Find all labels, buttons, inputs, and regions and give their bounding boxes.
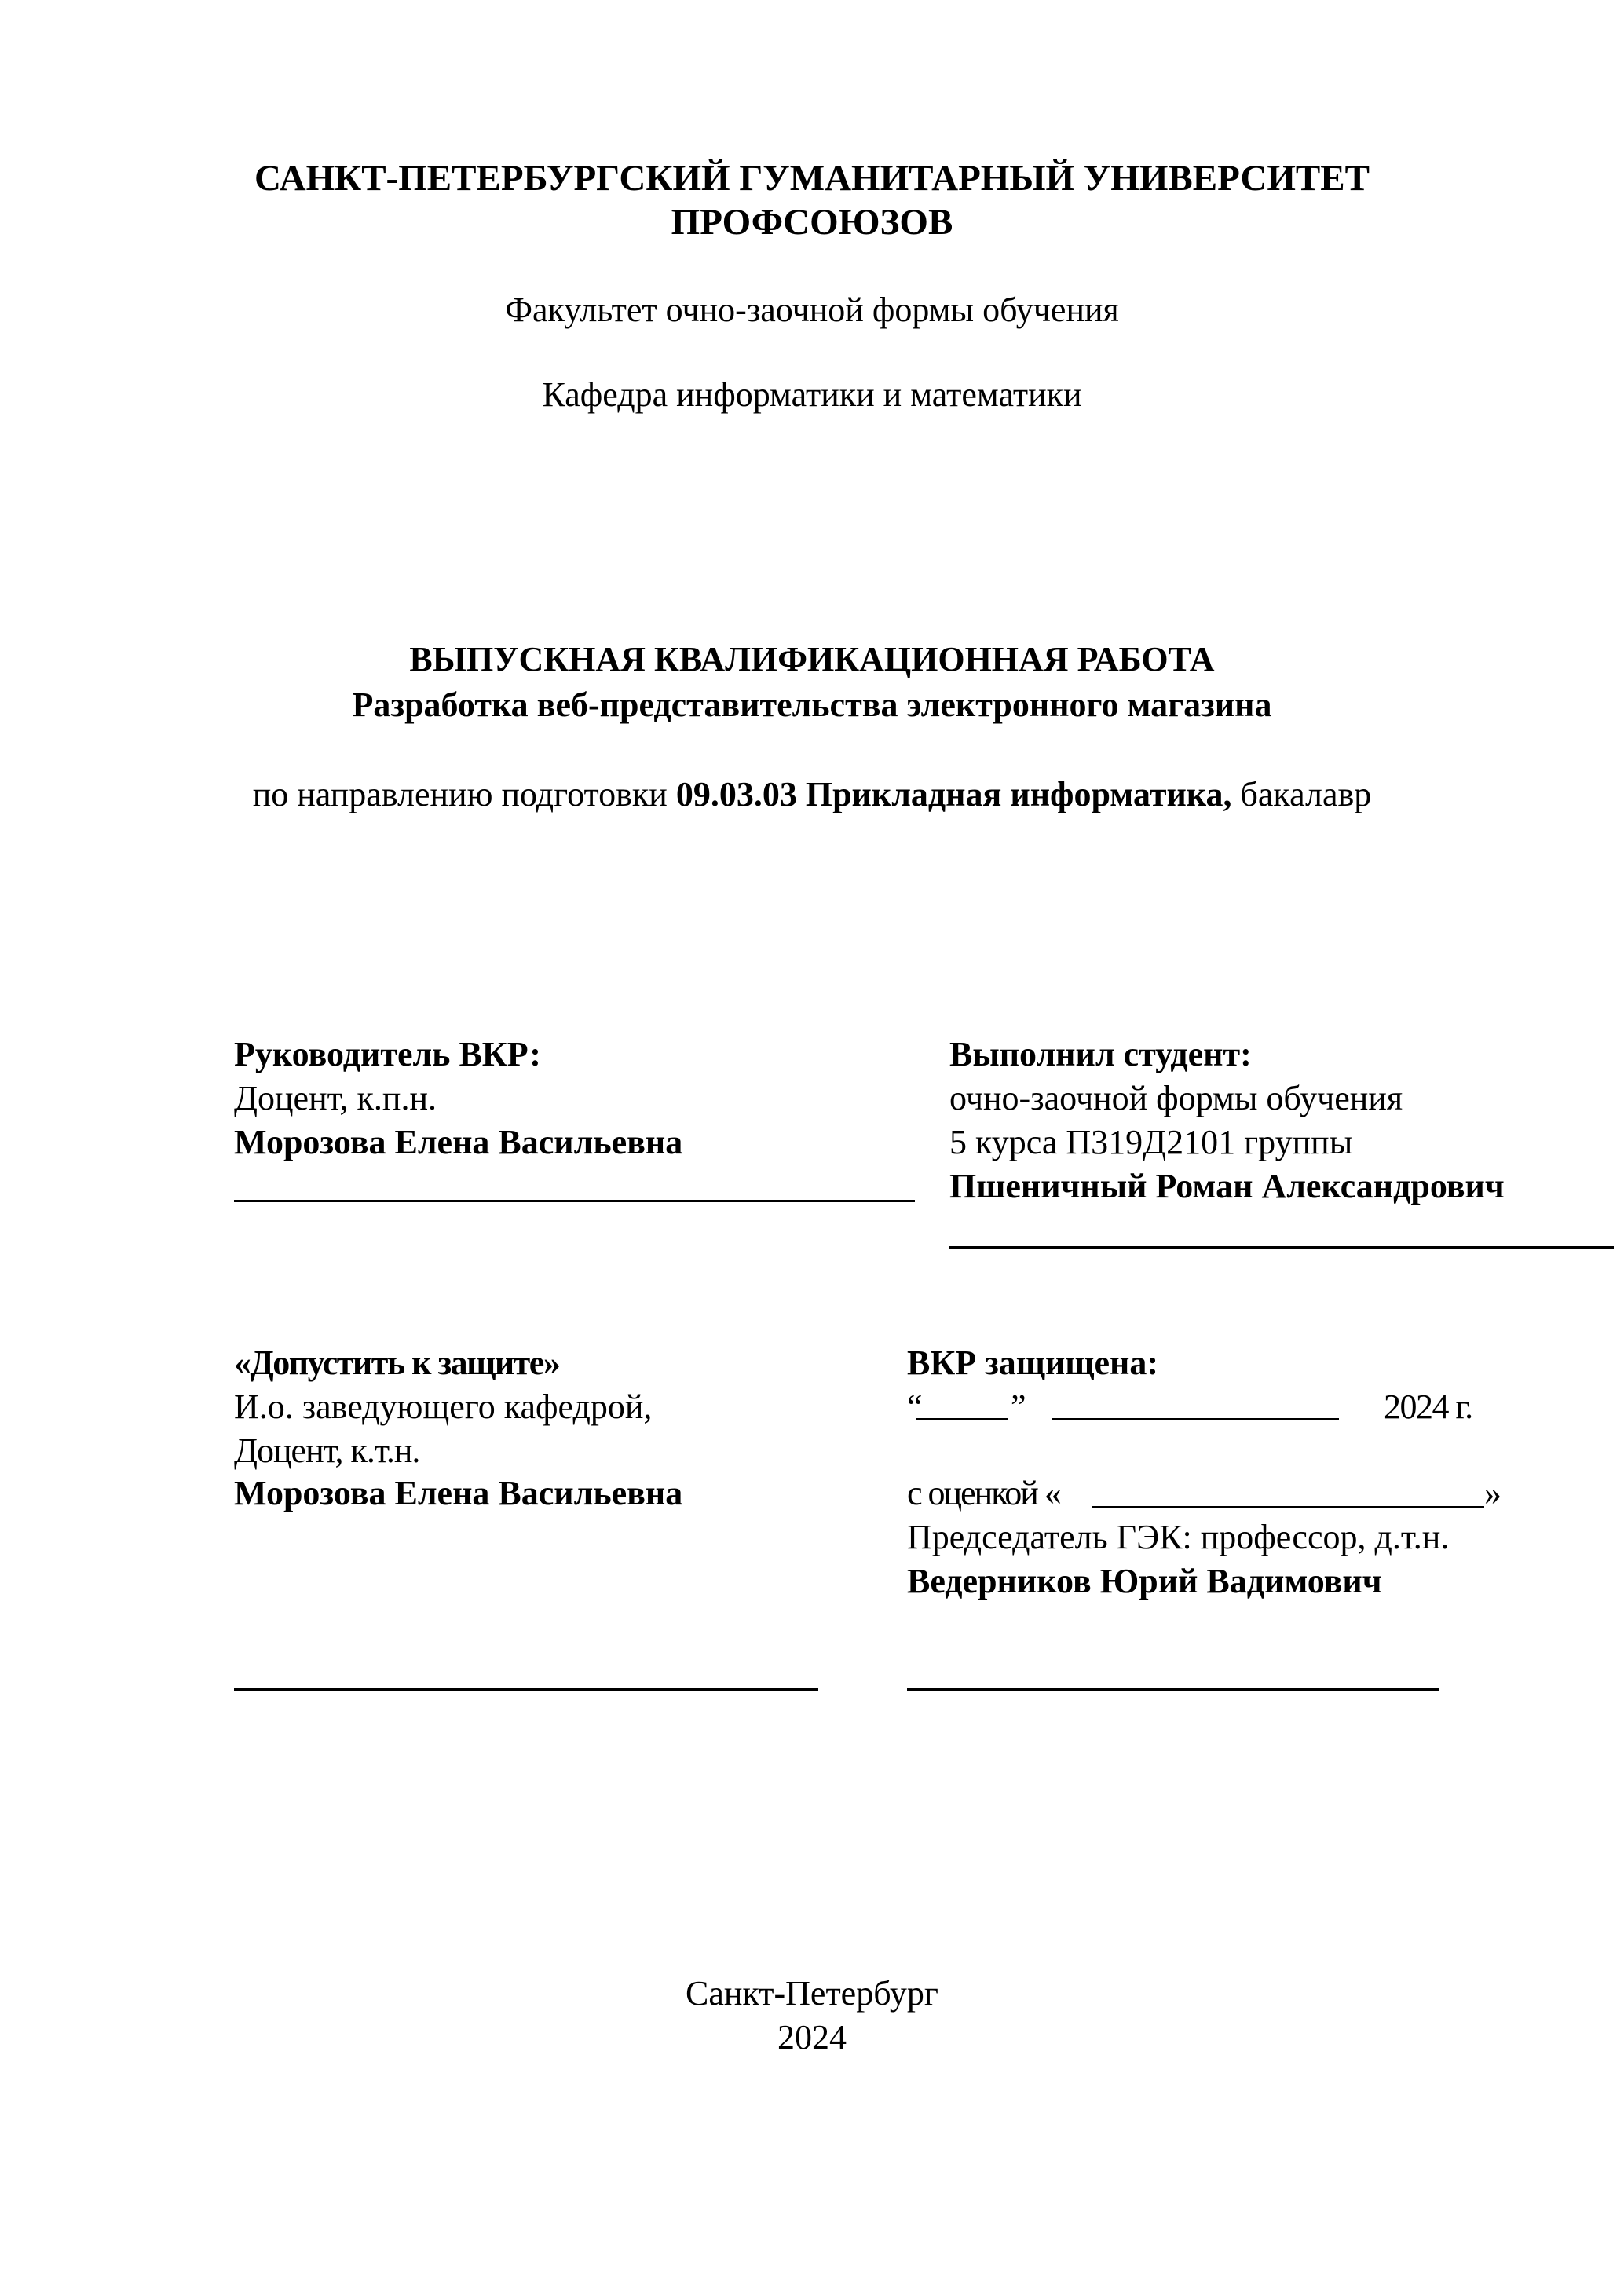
footer-year: 2024 [777, 2018, 847, 2057]
defense-month-line [1052, 1418, 1339, 1420]
defense-grade-suffix: » [1484, 1474, 1501, 1512]
admission-name: Морозова Елена Васильевна [234, 1474, 683, 1512]
university-name-line1: САНКТ-ПЕТЕРБУРГСКИЙ ГУМАНИТАРНЫЙ УНИВЕРСИТЕТ [254, 158, 1370, 199]
student-name: Пшеничный Роман Александрович [949, 1167, 1505, 1205]
direction [0, 773, 1624, 817]
defense-grade-line [1092, 1506, 1484, 1508]
direction-suffix: бакалавр [1231, 775, 1372, 813]
supervisor-title: Доцент, к.п.н. [234, 1079, 437, 1117]
supervisor-name: Морозова Елена Васильевна [234, 1123, 683, 1161]
faculty: Факультет очно-заочной формы обучения [505, 291, 1119, 329]
department: Кафедра информатики и математики [542, 375, 1082, 414]
defense-open-quote: “ [907, 1387, 923, 1426]
defense-year: 2024 г. [1384, 1387, 1472, 1426]
student-heading: Выполнил студент: [949, 1035, 1252, 1073]
supervisor-heading: Руководитель ВКР: [234, 1035, 541, 1073]
student-group: 5 курса П319Д2101 группы [949, 1123, 1353, 1161]
work-type: ВЫПУСКНАЯ КВАЛИФИКАЦИОННАЯ РАБОТА [409, 640, 1215, 678]
direction-code: 09.03.03 Прикладная информатика, [675, 775, 1232, 813]
admission-role: И.о. заведующего кафедрой, [234, 1387, 653, 1426]
defense-close-quote: ” [1011, 1387, 1026, 1426]
defense-day-line [916, 1418, 1008, 1420]
footer-city: Санкт-Петербург [686, 1974, 938, 2013]
admission-title: Доцент, к.т.н. [234, 1431, 420, 1470]
student-signature-line [949, 1246, 1614, 1249]
admission-signature-line [234, 1688, 818, 1691]
defense-chair-name: Ведерников Юрий Вадимович [907, 1562, 1382, 1600]
defense-chair: Председатель ГЭК: профессор, д.т.н. [907, 1518, 1450, 1556]
defense-signature-line [907, 1688, 1439, 1691]
supervisor-signature-line [234, 1200, 915, 1202]
admission-heading: «Допустить к защите» [234, 1344, 560, 1382]
university-name-line2: ПРОФСОЮЗОВ [671, 202, 953, 243]
defense-grade-prefix: с оценкой « [907, 1474, 1060, 1512]
defense-heading: ВКР защищена: [907, 1344, 1158, 1382]
direction-prefix: по направлению подготовки [252, 775, 676, 813]
student-form: очно-заочной формы обучения [949, 1079, 1403, 1117]
work-topic: Разработка веб-представительства электронного магазина [352, 686, 1272, 724]
